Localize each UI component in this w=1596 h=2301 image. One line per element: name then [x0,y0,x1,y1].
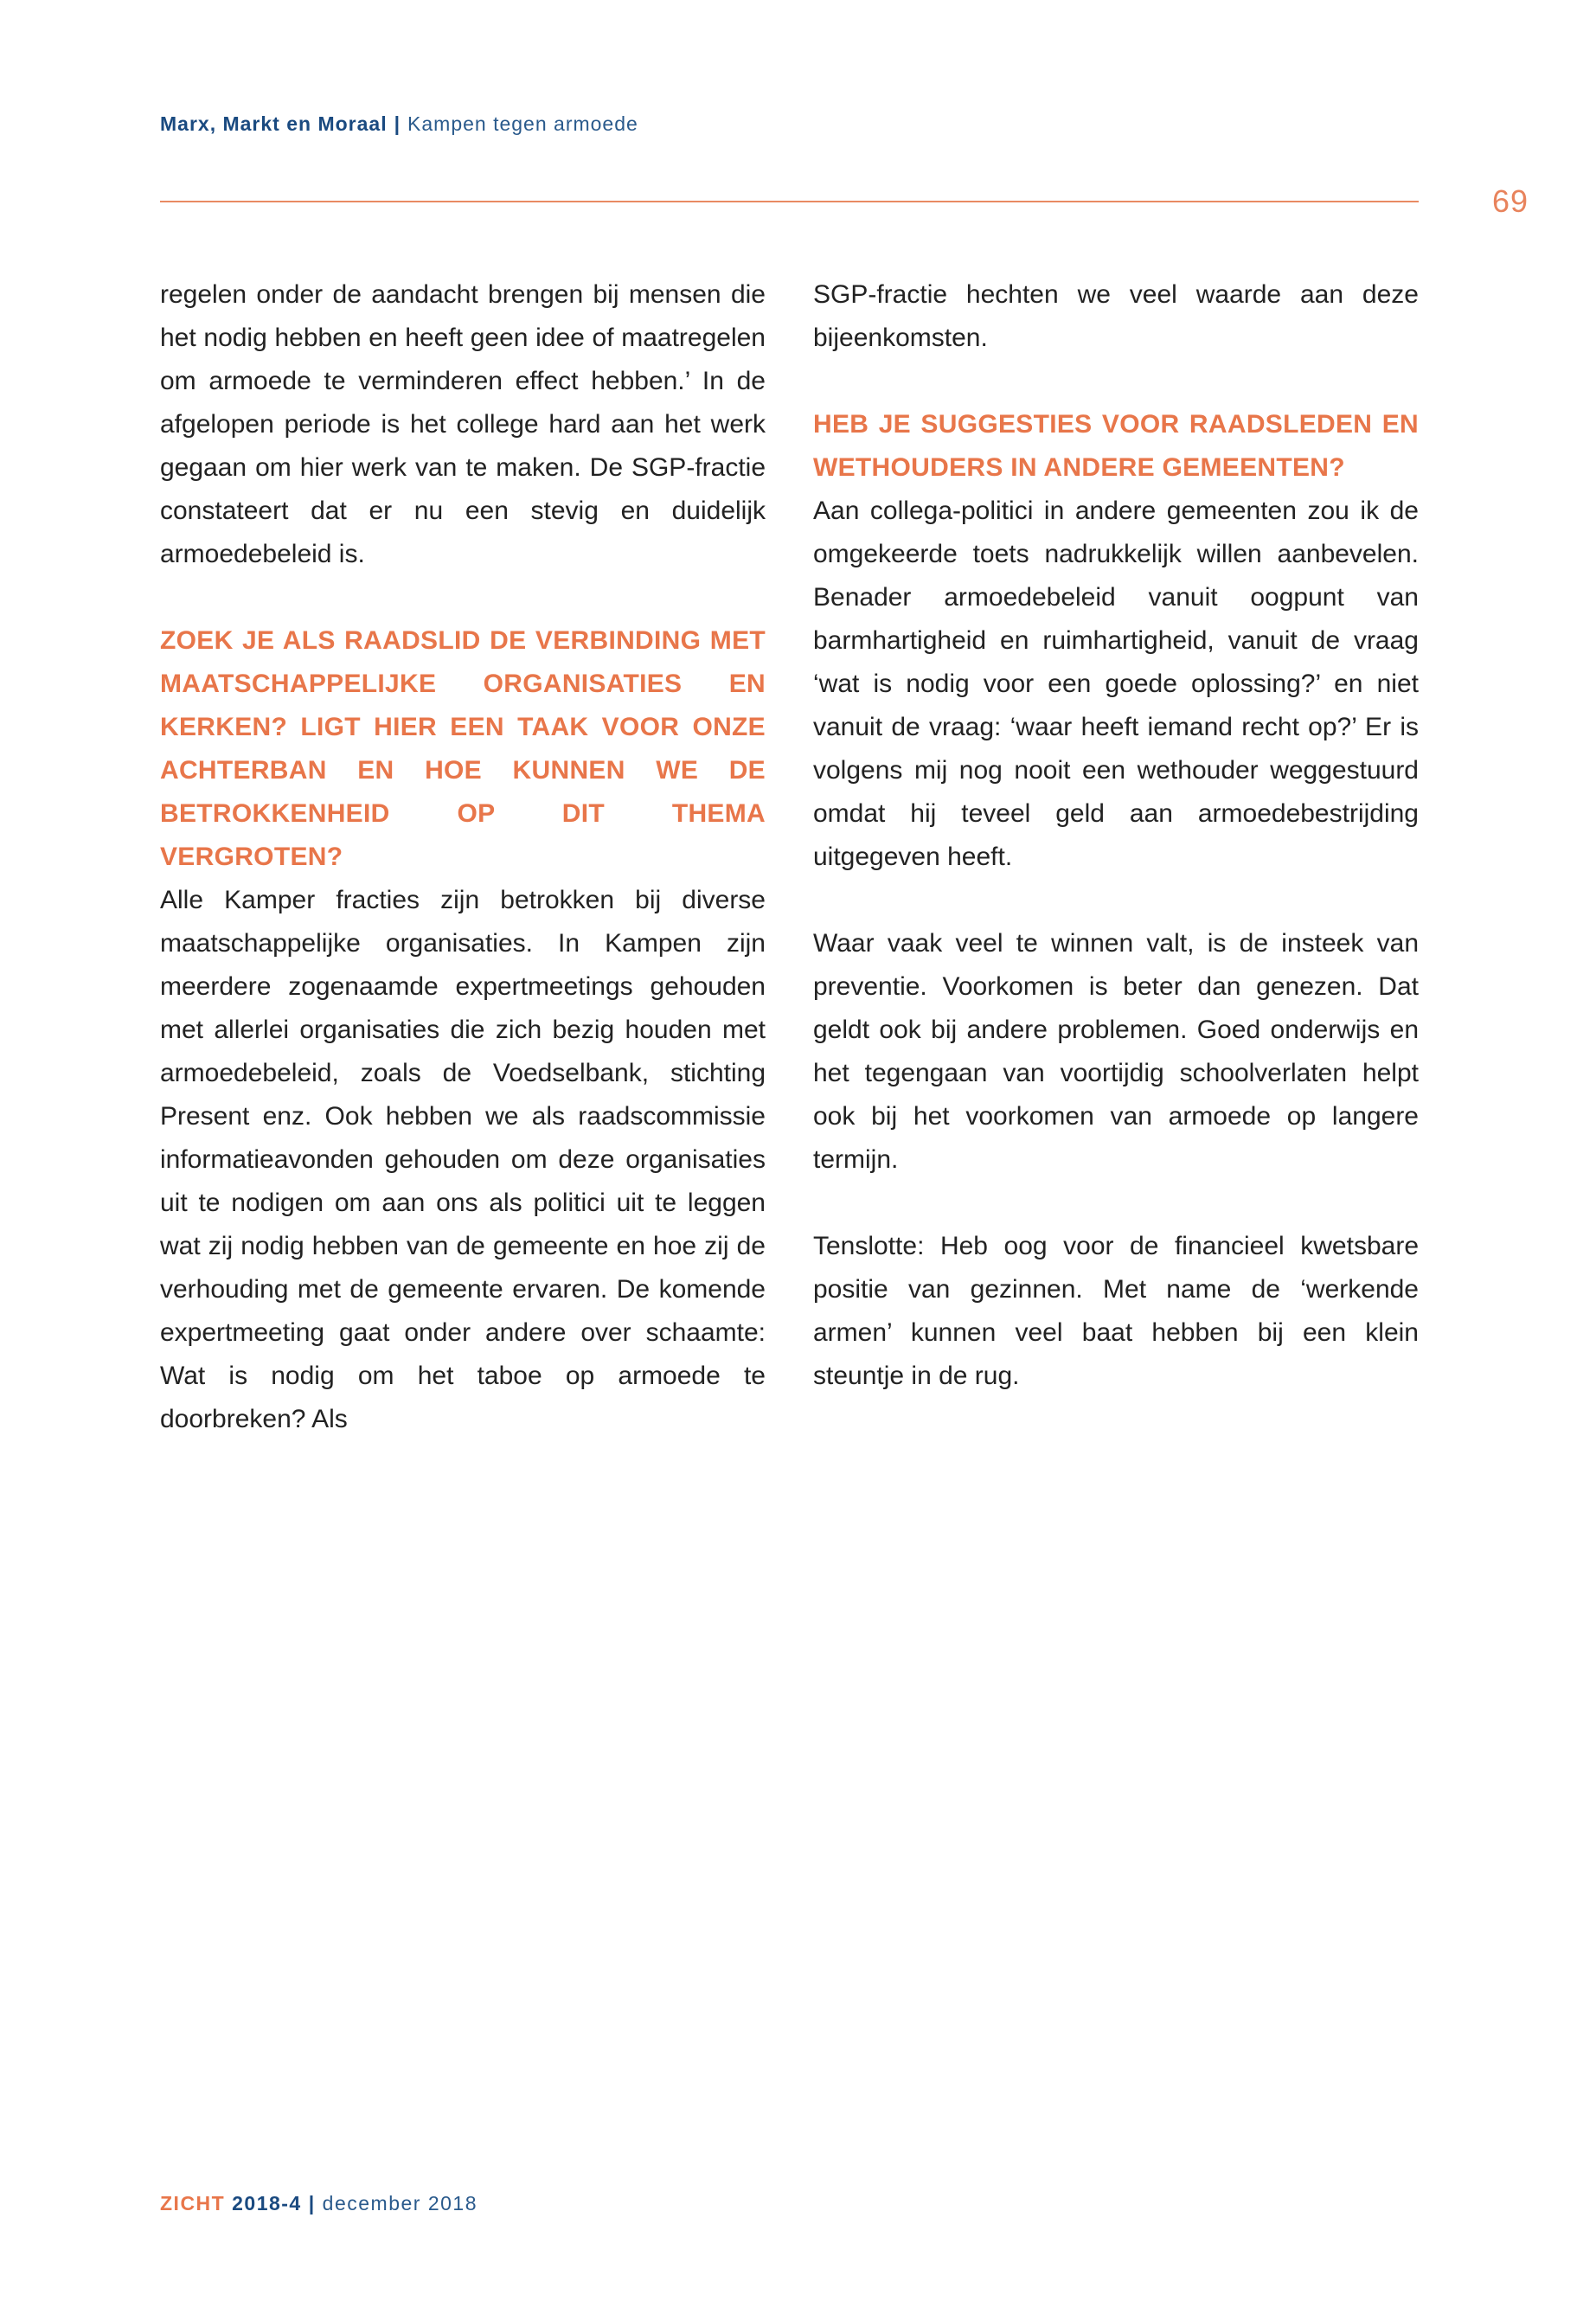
paragraph-gap [813,360,1419,403]
left-column [160,273,766,1441]
right-question-heading: HEB JE SUGGESTIES VOOR RAADSLEDEN EN WETHOUDERS IN ANDERE GEMEENTEN? [813,410,1419,482]
footer-date: december 2018 [322,2192,478,2214]
left-question-heading: ZOEK JE ALS RAADSLID DE VERBINDING MET MAATSCHAPPELIJKE ORGANISATIES EN KERKEN? LIGT HIER EEN TAAK VOOR ONZE ACHTERBAN EN HOE KUNNEN WE DE BETROKKENHEID OP DIT THEMA VERGROTEN? [160,626,766,871]
right-paragraph-1: SGP-fractie hechten we veel waarde aan deze bijeenkomsten. [813,280,1419,352]
right-paragraph-2: Aan collega-politici in andere gemeenten zou ik de omgekeerde toets nadrukkelijk willen aanbevelen. Benader armoedebeleid vanuit oogpunt van barmhartigheid en ruimhartigheid, vanuit de vraag ‘wat is nodig voor een goede oplossing?’ en niet vanuit de vraag: ‘waar heeft iemand recht op?’ Er is volgens mij nog nooit een wethouder weggestuurd omdat hij teveel geld aan armoedebestrijding uitgegeven heeft. [813,497,1419,871]
left-paragraph-2: Alle Kamper fracties zijn betrokken bij diverse maatschappelijke organisaties. In Kampen zijn meerdere zogenaamde expertmeetings gehouden met allerlei organisaties die zich bezig houden met armoedebeleid, zoals de Voedselbank, stichting Present enz. Ook hebben we als raadscommissie informatieavonden gehouden om deze organisaties uit te nodigen om aan ons als politici uit te leggen wat zij nodig hebben van de gemeente en hoe zij de verhouding met de gemeente ervaren. De komende expertmeeting gaat onder andere over schaamte: Wat is nodig om het taboe op armoede te doorbreken? Als [160,886,766,1433]
header-rule [160,201,1419,202]
paragraph-gap [160,576,766,619]
page-footer [160,2192,478,2215]
right-paragraph-3: Waar vaak veel te winnen valt, is de insteek van preventie. Voorkomen is beter dan genezen. Dat geldt ook bij andere problemen. Goed onderwijs en het tegengaan van voortijdig schoolverlaten helpt ook bij het voorkomen van armoede op langere termijn. [813,929,1419,1174]
footer-issue: 2018-4 [232,2192,302,2214]
paragraph-gap [813,879,1419,922]
section-title: Marx, Markt en Moraal [160,112,388,135]
footer-magazine: ZICHT [160,2192,226,2214]
left-paragraph-1: regelen onder de aandacht brengen bij mensen die het nodig hebben en heeft geen idee of maatregelen om armoede te verminderen effect hebben.’ In de afgelopen periode is het college hard aan het werk gegaan om hier werk van te maken. De SGP-fractie constateert dat er nu een stevig en duidelijk armoedebeleid is. [160,280,766,568]
running-header [160,112,638,136]
header-separator: | [394,112,401,135]
article-title: Kampen tegen armoede [407,112,638,135]
right-paragraph-4: Tenslotte: Heb oog voor de financieel kwetsbare positie van gezinnen. Met name de ‘werkende armen’ kunnen veel baat hebben bij een klein steuntje in de rug. [813,1232,1419,1390]
right-column [813,273,1419,1398]
paragraph-gap [813,1182,1419,1225]
footer-separator: | [308,2192,316,2214]
page-number: 69 [1492,183,1529,219]
